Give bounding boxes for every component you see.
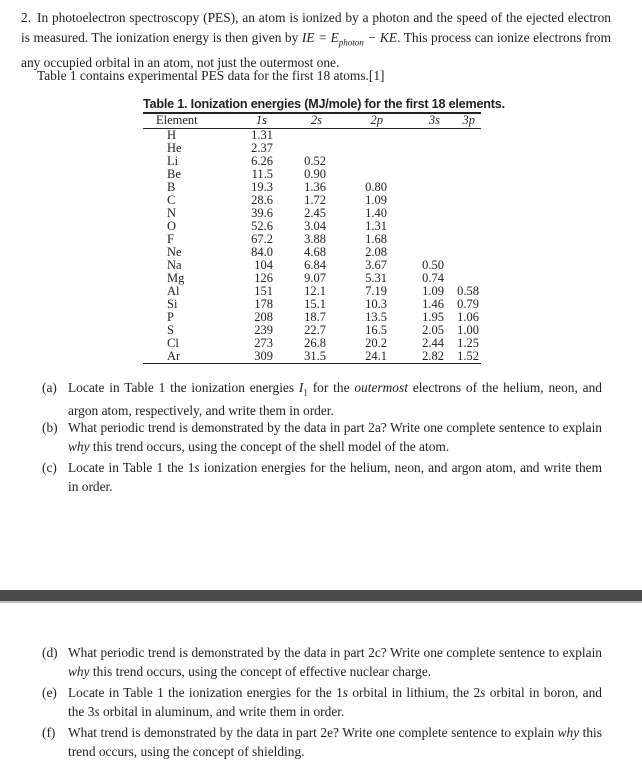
energy-cell: 239 (254, 323, 273, 337)
energy-cell: 1.72 (304, 193, 326, 207)
energy-cell: 1.52 (446, 350, 481, 364)
intro-text-1: In photoelectron spectroscopy (PES), an atom is ionized by a photon and the speed of the ejected electron is measured. The ionization energy is then given by (21, 10, 611, 45)
energy-cell: 12.1 (304, 284, 326, 298)
energy-cell: 26.8 (304, 336, 326, 350)
energy-cell: 0.80 (365, 180, 387, 194)
energy-cell (446, 168, 481, 181)
page-divider (0, 590, 642, 601)
element-symbol: Si (167, 297, 178, 311)
header-orbital: 2p (328, 113, 389, 129)
table-header-row (143, 113, 481, 129)
energy-cell: 2.44 (422, 336, 444, 350)
energy-cell: 1.09 (422, 284, 444, 298)
energy-cell: 31.5 (275, 350, 328, 364)
energy-cell (446, 207, 481, 220)
energy-cell: 1.00 (457, 323, 479, 337)
element-symbol: F (167, 232, 174, 246)
energy-cell: 2.05 (422, 323, 444, 337)
energy-cell: 22.7 (304, 323, 326, 337)
energy-cell: 1.40 (365, 206, 387, 220)
header-orbital: 3s (389, 113, 446, 129)
question-label: (b) (42, 420, 58, 435)
table-body (143, 129, 481, 364)
energy-cell: 19.3 (251, 180, 273, 194)
energy-cell: 20.2 (365, 336, 387, 350)
energy-cell: 1.95 (422, 310, 444, 324)
energy-cell: 178 (254, 297, 273, 311)
energy-cell: 0.58 (457, 284, 479, 298)
energy-cell: 3.04 (304, 219, 326, 233)
energy-cell (446, 246, 481, 259)
energy-cell: 1.36 (304, 180, 326, 194)
energy-cell: 2.08 (365, 245, 387, 259)
header-element: Element (143, 113, 223, 129)
energy-cell: 15.1 (304, 297, 326, 311)
element-symbol: Ne (167, 245, 182, 259)
energy-cell: 67.2 (251, 232, 273, 246)
energy-cell (389, 155, 446, 168)
energy-cell (389, 194, 446, 207)
header-orbital: 1s (223, 113, 275, 129)
energy-cell: 1.06 (457, 310, 479, 324)
energy-cell: 2.45 (304, 206, 326, 220)
energy-cell: 0.79 (457, 297, 479, 311)
element-symbol: P (167, 310, 174, 324)
energy-cell: 208 (254, 310, 273, 324)
energy-cell: 1.25 (457, 336, 479, 350)
energy-cell: 16.5 (365, 323, 387, 337)
question-c: (c) Locate in Table 1 the 1s ionization energies for the helium, neon, and argon atom, and write them in order. (42, 460, 602, 494)
formula: IE = $E_{photon}$ − KE (301, 29, 398, 48)
energy-cell: 7.19 (365, 284, 387, 298)
energy-cell: 151 (254, 284, 273, 298)
header-orbital: 2s (275, 113, 328, 129)
element-symbol: B (167, 180, 176, 194)
energy-cell (446, 129, 481, 143)
energy-cell: 84.0 (251, 245, 273, 259)
energy-cell (389, 181, 446, 194)
element-symbol: N (167, 206, 177, 220)
energy-cell (446, 155, 481, 168)
page-divider-shade (0, 601, 642, 603)
element-symbol: Na (167, 258, 182, 272)
problem-number: 2. (21, 10, 32, 25)
question-label: (a) (42, 380, 57, 395)
energy-cell: 3.67 (365, 258, 387, 272)
energy-cell (389, 129, 446, 143)
element-symbol: He (167, 141, 182, 155)
energy-cell (328, 129, 389, 143)
energy-cell: 6.26 (251, 154, 273, 168)
question-label: (c) (42, 460, 57, 475)
energy-cell: 0.74 (422, 271, 444, 285)
energy-cell: 9.07 (304, 271, 326, 285)
energy-cell: 1.68 (365, 232, 387, 246)
element-symbol: Be (167, 167, 181, 181)
energy-cell (389, 220, 446, 233)
energy-cell: 28.6 (251, 193, 273, 207)
energy-cell: 6.84 (304, 258, 326, 272)
element-symbol: Ar (143, 350, 223, 364)
energy-cell: 5.31 (365, 271, 387, 285)
table-caption: Table 1. Ionization energies (MJ/mole) for the first 18 elements. (143, 97, 505, 111)
energy-cell: 18.7 (304, 310, 326, 324)
element-symbol: Al (167, 284, 180, 298)
intro-text-2: . This process can ionize electrons from any occupied orbital in an atom, not just the outermost one. (21, 29, 611, 70)
energy-cell: 0.50 (422, 258, 444, 272)
question-label: (e) (42, 685, 57, 700)
header-orbital: 3p (446, 113, 481, 129)
element-symbol: S (167, 323, 174, 337)
table-row (143, 350, 481, 364)
element-symbol: H (167, 128, 177, 142)
energy-cell: 39.6 (251, 206, 273, 220)
question-a: (a) Locate in Table 1 the ionization energies $I_1$ for the outermost electrons of the helium, neon, and argon atom, respectively, and write them in order. (42, 380, 602, 419)
question-d: (d) What periodic trend is demonstrated by the data in part 2c? Write one complete sentence to explain why this trend occurs, using the concept of effective nuclear charge. (42, 645, 602, 679)
energy-cell: 126 (254, 271, 273, 285)
energy-cell (446, 220, 481, 233)
energy-cell: 0.90 (304, 167, 326, 181)
energy-cell: 4.68 (304, 245, 326, 259)
problem-intro (21, 8, 611, 72)
element-symbol: Li (167, 154, 179, 168)
energy-cell (328, 155, 389, 168)
element-symbol: O (167, 219, 177, 233)
energy-cell: 1.46 (422, 297, 444, 311)
energy-cell: 24.1 (328, 350, 389, 364)
energy-cell (446, 259, 481, 272)
energy-cell (389, 233, 446, 246)
problem-intro-table-ref: Table 1 contains experimental PES data for the first 18 atoms.[1] (37, 68, 385, 83)
energy-cell: 104 (254, 258, 273, 272)
question-e: (e) Locate in Table 1 the ionization energies for the 1s orbital in lithium, the 2s orbital in boron, and the 3s orbital in aluminum, and write them in order. (42, 685, 603, 719)
energy-cell: 10.3 (365, 297, 387, 311)
energy-cell (446, 142, 481, 155)
ionization-data-table (143, 112, 481, 364)
energy-cell: 11.5 (251, 167, 273, 181)
energy-cell: 1.31 (251, 128, 273, 142)
energy-cell (446, 194, 481, 207)
element-symbol: C (167, 193, 176, 207)
energy-cell: 273 (254, 336, 273, 350)
energy-cell: 2.37 (251, 141, 273, 155)
ionization-table (143, 96, 505, 364)
table-row (143, 129, 481, 143)
energy-cell (389, 142, 446, 155)
energy-cell: 1.09 (365, 193, 387, 207)
energy-cell (389, 207, 446, 220)
question-label: (f) (42, 725, 56, 740)
energy-cell (446, 233, 481, 246)
energy-cell: 1.31 (365, 219, 387, 233)
energy-cell: 13.5 (365, 310, 387, 324)
energy-cell: 52.6 (251, 219, 273, 233)
energy-cell: 0.52 (304, 154, 326, 168)
energy-cell (328, 142, 389, 155)
question-b: (b) What periodic trend is demonstrated by the data in part 2a? Write one complete sentence to explain why this trend occurs, using the concept of the shell model of the atom. (42, 420, 602, 454)
energy-cell: 2.82 (389, 350, 446, 364)
energy-cell: 309 (223, 350, 275, 364)
element-symbol: Mg (167, 271, 185, 285)
energy-cell (275, 129, 328, 143)
question-f: (f) What trend is demonstrated by the data in part 2e? Write one complete sentence to explain why this trend occurs, using the concept of shielding. (42, 725, 602, 759)
energy-cell (389, 168, 446, 181)
question-label: (d) (42, 645, 58, 660)
element-symbol: Cl (167, 336, 179, 350)
energy-cell: 3.88 (304, 232, 326, 246)
energy-cell (446, 181, 481, 194)
